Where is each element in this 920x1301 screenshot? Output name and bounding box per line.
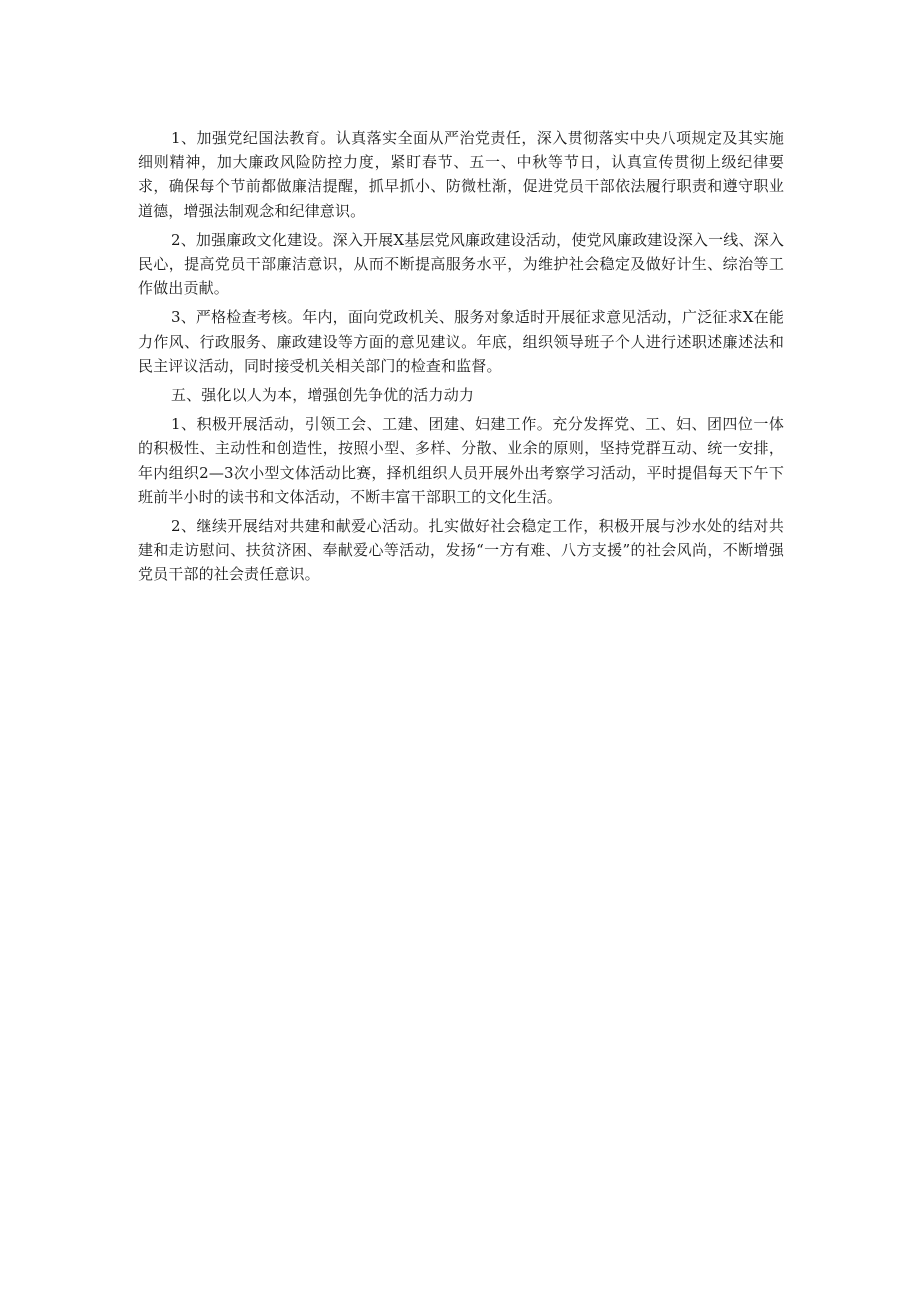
section-heading-five: 五、强化以人为本，增强创先争优的活力动力 [171, 386, 475, 405]
document-body [138, 126, 784, 592]
paragraph-2-integrity-culture: 2、加强廉政文化建设。深入开展X基层党风廉政建设活动，使党风廉政建设深入一线、深入民心，提高党员干部廉洁意识，从而不断提高服务水平，为维护社会稳定及做好计生、综治等工作做出贡献。 [138, 230, 784, 298]
paragraph-3-inspection-assessment: 3、严格检查考核。年内，面向党政机关、服务对象适时开展征求意见活动，广泛征求X在能力作风、行政服务、廉政建设等方面的意见建议。年底，组织领导班子个人进行述职述廉述法和民主评议活动，同时接受机关相关部门的检查和监督。 [138, 308, 784, 375]
paragraph-1-party-discipline-education: 1、加强党纪国法教育。认真落实全面从严治党责任，深入贯彻落实中央八项规定及其实施细则精神，加大廉政风险防控力度，紧盯春节、五一、中秋等节日，认真宣传贯彻上级纪律要求，确保每个节前都做廉洁提醒，抓早抓小、防微杜渐，促进党员干部依法履行职责和遵守职业道德，增强法制观念和纪律意识。 [138, 129, 784, 220]
paragraph-4-activities: 1、积极开展活动，引领工会、工建、团建、妇建工作。充分发挥党、工、妇、团四位一体的积极性、主动性和创造性，按照小型、多样、分散、业余的原则，坚持党群互动、统一安排，年内组织2—3次小型文体活动比赛，择机组织人员开展外出考察学习活动，平时提倡每天下午下班前半小时的读书和文体活动，不断丰富干部职工的文化生活。 [138, 415, 784, 506]
paragraph-5-pairing-and-charity: 2、继续开展结对共建和献爱心活动。扎实做好社会稳定工作，积极开展与沙水处的结对共建和走访慰问、扶贫济困、奉献爱心等活动，发扬“一方有难、八方支援”的社会风尚，不断增强党员干部的社会责任意识。 [138, 517, 784, 584]
